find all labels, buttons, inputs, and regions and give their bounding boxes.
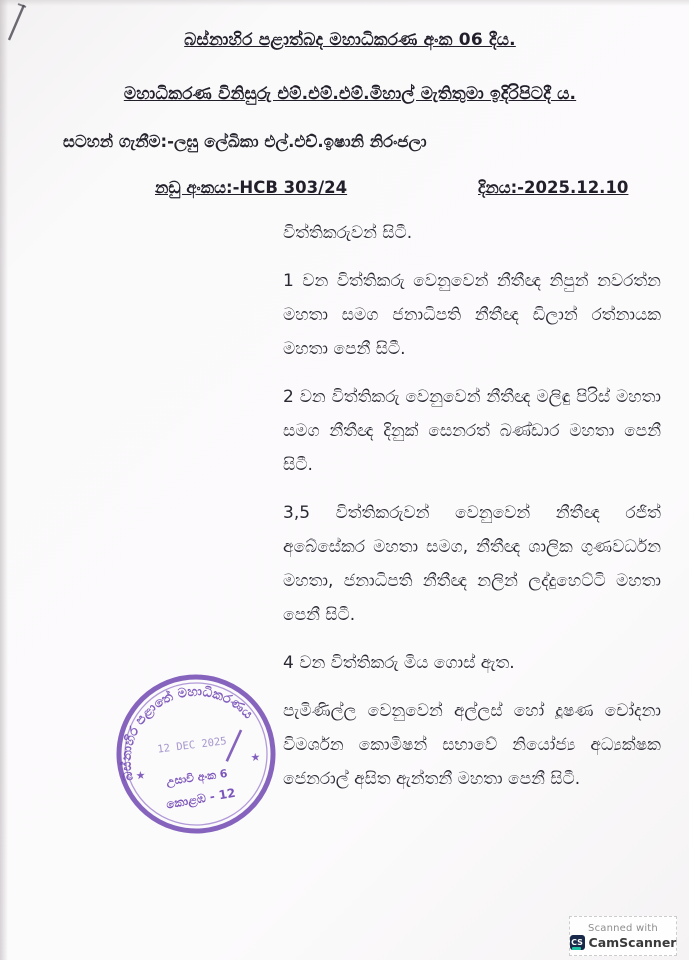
document-body (283, 216, 661, 796)
camscanner-brand-row (570, 935, 677, 950)
body-paragraph: 2 වන විත්තිකරු වෙනුවෙන් නීතීඥ මලිඳු පිරිස් මහතා සමග නීතීඥ දිනුක් සෙනරත් බණ්ඩාර මහතා පෙනී සිටී. (283, 387, 661, 475)
case-number: නඩු අංකය:-HCB 303/24 (155, 178, 348, 197)
page-left-edge-shadow (0, 0, 8, 960)
star-icon: ★ (135, 768, 147, 783)
recorder-line: සටහන් ගැනීම:-ලඝු ලේඛිකා එල්.එච්.ඉෂානි නිරංජලා (63, 132, 427, 151)
court-heading: බස්නාහිර පළාත්බද මහාධිකරණ අංක 06 දීය. (184, 30, 516, 50)
camscanner-name: CamScanner (588, 934, 677, 950)
hearing-date: දිනය:-2025.12.10 (478, 178, 629, 197)
page-top-edge-shadow (0, 0, 689, 6)
camscanner-watermark (569, 916, 677, 956)
body-paragraph: 1 වන විත්තිකරු වෙනුවෙන් නීතීඥ නිපුන් නවරත්න මහතා සමග ජනාධිපති නීතීඥ ඩිලාන් රත්නායක මහතා පෙනී සිටී. (283, 271, 661, 359)
svg-text:බස්නාහිර පළාතේ මහාධිකරණය (111, 679, 261, 782)
stamp-city: කොළඹ - 12 (165, 785, 237, 812)
court-stamp (103, 661, 289, 847)
stamp-date: 12 DEC 2025 (156, 735, 228, 756)
stamp-arc-text: බස්නාහිර පළාතේ මහාධිකරණය (119, 684, 256, 783)
body-paragraph: විත්තිකරුවන් සිටී. (283, 223, 413, 243)
scanned-with-label: Scanned with (588, 922, 658, 934)
body-paragraph: 4 වන විත්තිකරු මිය ගොස් ඇත. (283, 653, 515, 673)
star-icon: ★ (249, 750, 261, 765)
stamp-court-number: උසාවි අංක 6 (165, 766, 229, 789)
judge-heading: මහාධිකරණ විනිසුරු එම්.එම්.එම්.මිහාල් මැතිතුමා ඉදිරිපිටදී ය. (123, 84, 577, 104)
body-paragraph: 3,5 විත්තිකරුවන් වෙනුවෙන් නීතීඥ රජිත් අබේසේකර මහතා සමග, නීතීඥ ශාලික ගුණවර්ධන මහතා, ජනාධිපති නීතීඥ නලින් ලද්දුහෙට්ටි මහතා පෙනී සිටී. (283, 503, 661, 625)
body-paragraph: පැමිණිල්ල වෙනුවෙන් අල්ලස් හෝ දූෂණ චෝදනා විමර්ශන කොමිෂන් සභාවේ නියෝජ්‍ය අධ්‍යක්ෂක ජෙනරාල් අසිත ඇන්තනී මහතා පෙනී සිටී. (283, 701, 661, 789)
camscanner-logo-icon: CS (570, 935, 585, 950)
